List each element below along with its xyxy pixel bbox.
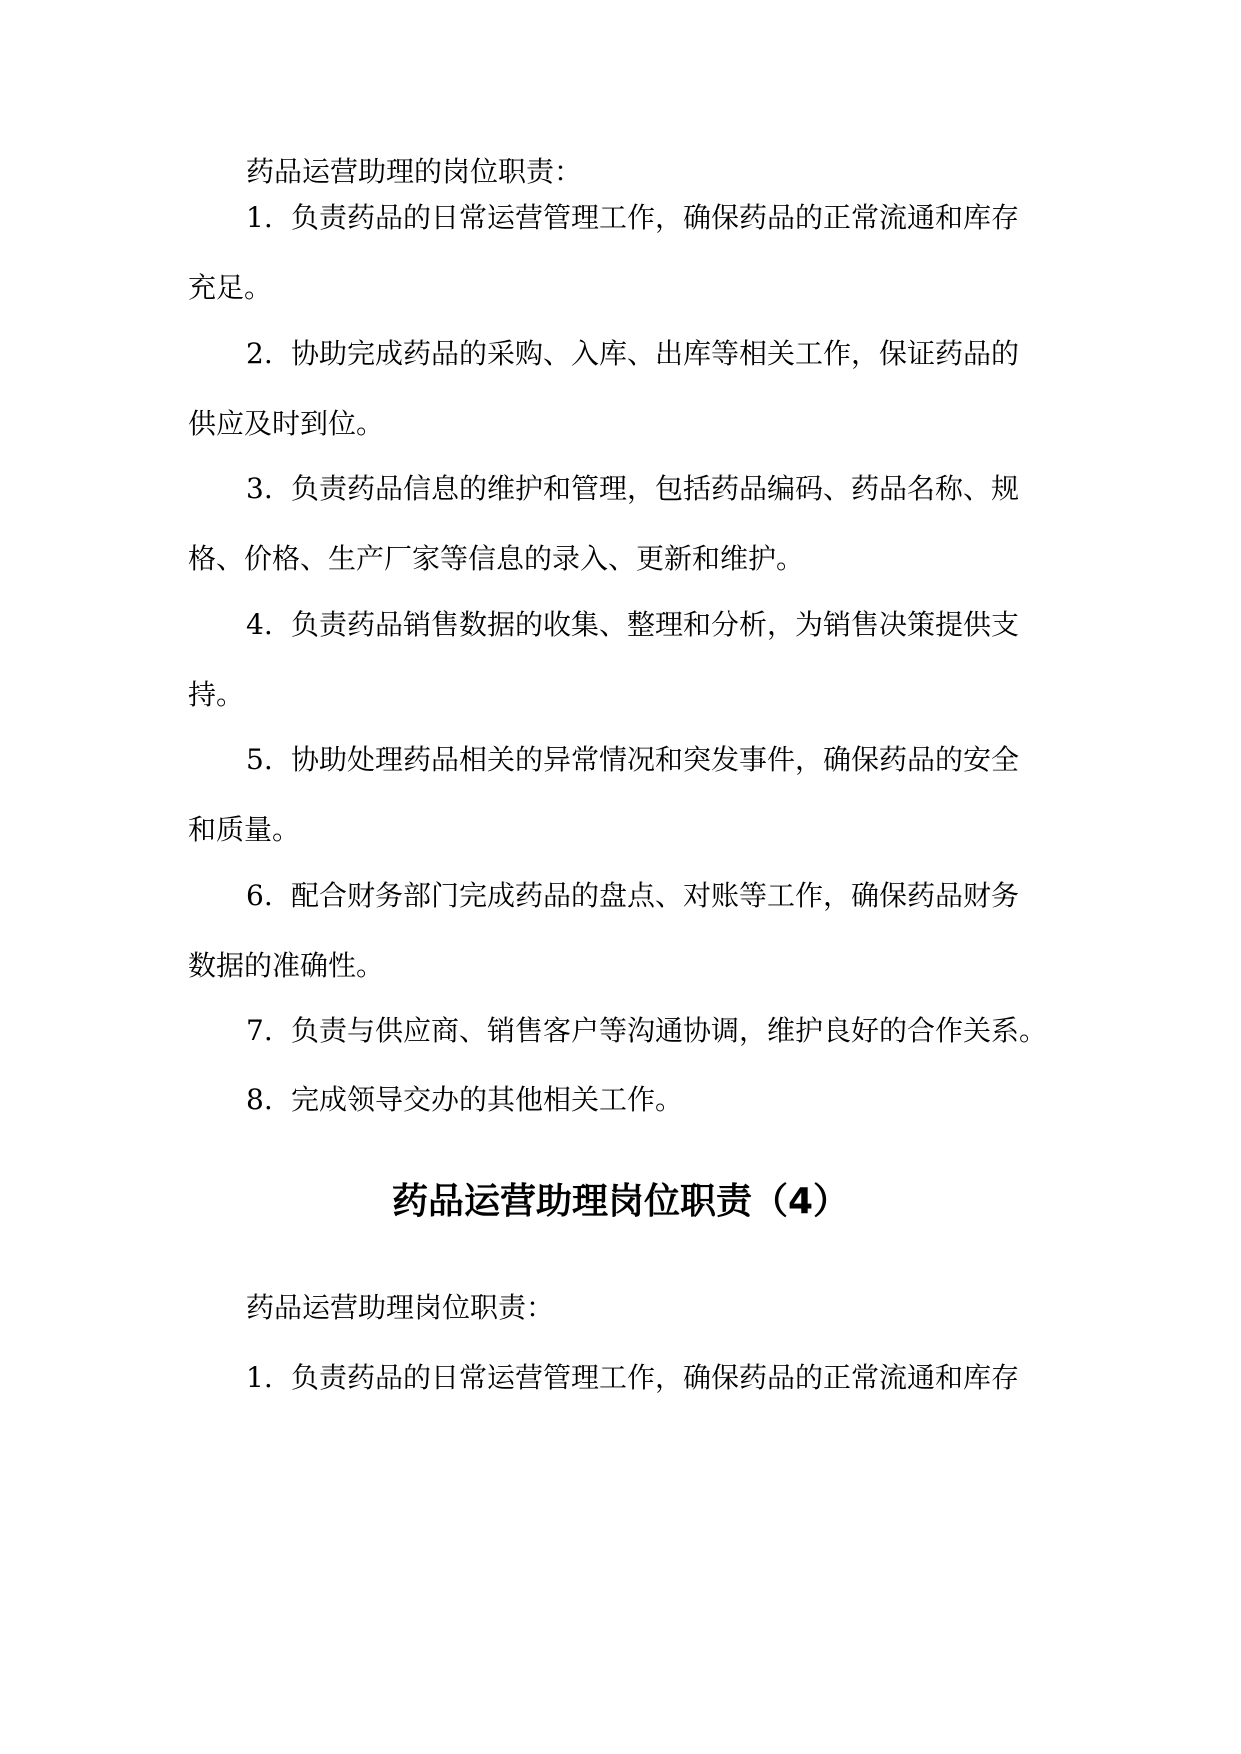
item-text: 负责药品销售数据的收集、整理和分析，为销售决策提供支 — [291, 608, 1020, 641]
item-number: 8. — [246, 1083, 273, 1116]
item-number: 4. — [246, 608, 273, 641]
section1-item-8 — [246, 1080, 683, 1120]
section1-item-3 — [246, 469, 1019, 509]
section1-item-7 — [246, 1011, 1047, 1051]
section1-item-1-cont: 充足。 — [188, 271, 273, 304]
item-number: 6. — [246, 879, 273, 912]
item-text: 负责药品的日常运营管理工作，确保药品的正常流通和库存 — [291, 1361, 1020, 1394]
item-text: 负责药品信息的维护和管理，包括药品编码、药品名称、规 — [291, 472, 1020, 505]
item-text: 协助处理药品相关的异常情况和突发事件，确保药品的安全 — [291, 743, 1020, 776]
section2-item-1 — [246, 1358, 1019, 1398]
item-number: 1. — [246, 201, 273, 234]
section1-item-4 — [246, 605, 1019, 645]
item-text: 完成领导交办的其他相关工作。 — [291, 1083, 684, 1116]
section1-item-5-cont: 和质量。 — [188, 813, 301, 846]
item-number: 2. — [246, 337, 273, 370]
item-number: 7. — [246, 1014, 273, 1047]
section1-item-1 — [246, 198, 1019, 238]
item-number: 3. — [246, 472, 273, 505]
section1-item-6-cont: 数据的准确性。 — [188, 949, 385, 982]
section1-item-2-cont: 供应及时到位。 — [188, 407, 385, 440]
item-text: 配合财务部门完成药品的盘点、对账等工作，确保药品财务 — [291, 879, 1020, 912]
item-text: 负责与供应商、销售客户等沟通协调，维护良好的合作关系。 — [291, 1014, 1048, 1047]
section1-item-3-cont: 格、价格、生产厂家等信息的录入、更新和维护。 — [188, 542, 805, 575]
section1-item-6 — [246, 876, 1019, 916]
section1-item-4-cont: 持。 — [188, 678, 245, 711]
section2-intro: 药品运营助理岗位职责： — [246, 1291, 555, 1324]
section2-heading: 药品运营助理岗位职责（4） — [391, 1181, 850, 1222]
section1-item-5 — [246, 740, 1019, 780]
section1-item-2 — [246, 334, 1019, 374]
item-number: 5. — [246, 743, 273, 776]
item-number: 1. — [246, 1361, 273, 1394]
item-text: 负责药品的日常运营管理工作，确保药品的正常流通和库存 — [291, 201, 1020, 234]
section1-intro: 药品运营助理的岗位职责： — [246, 155, 583, 188]
item-text: 协助完成药品的采购、入库、出库等相关工作，保证药品的 — [291, 337, 1020, 370]
